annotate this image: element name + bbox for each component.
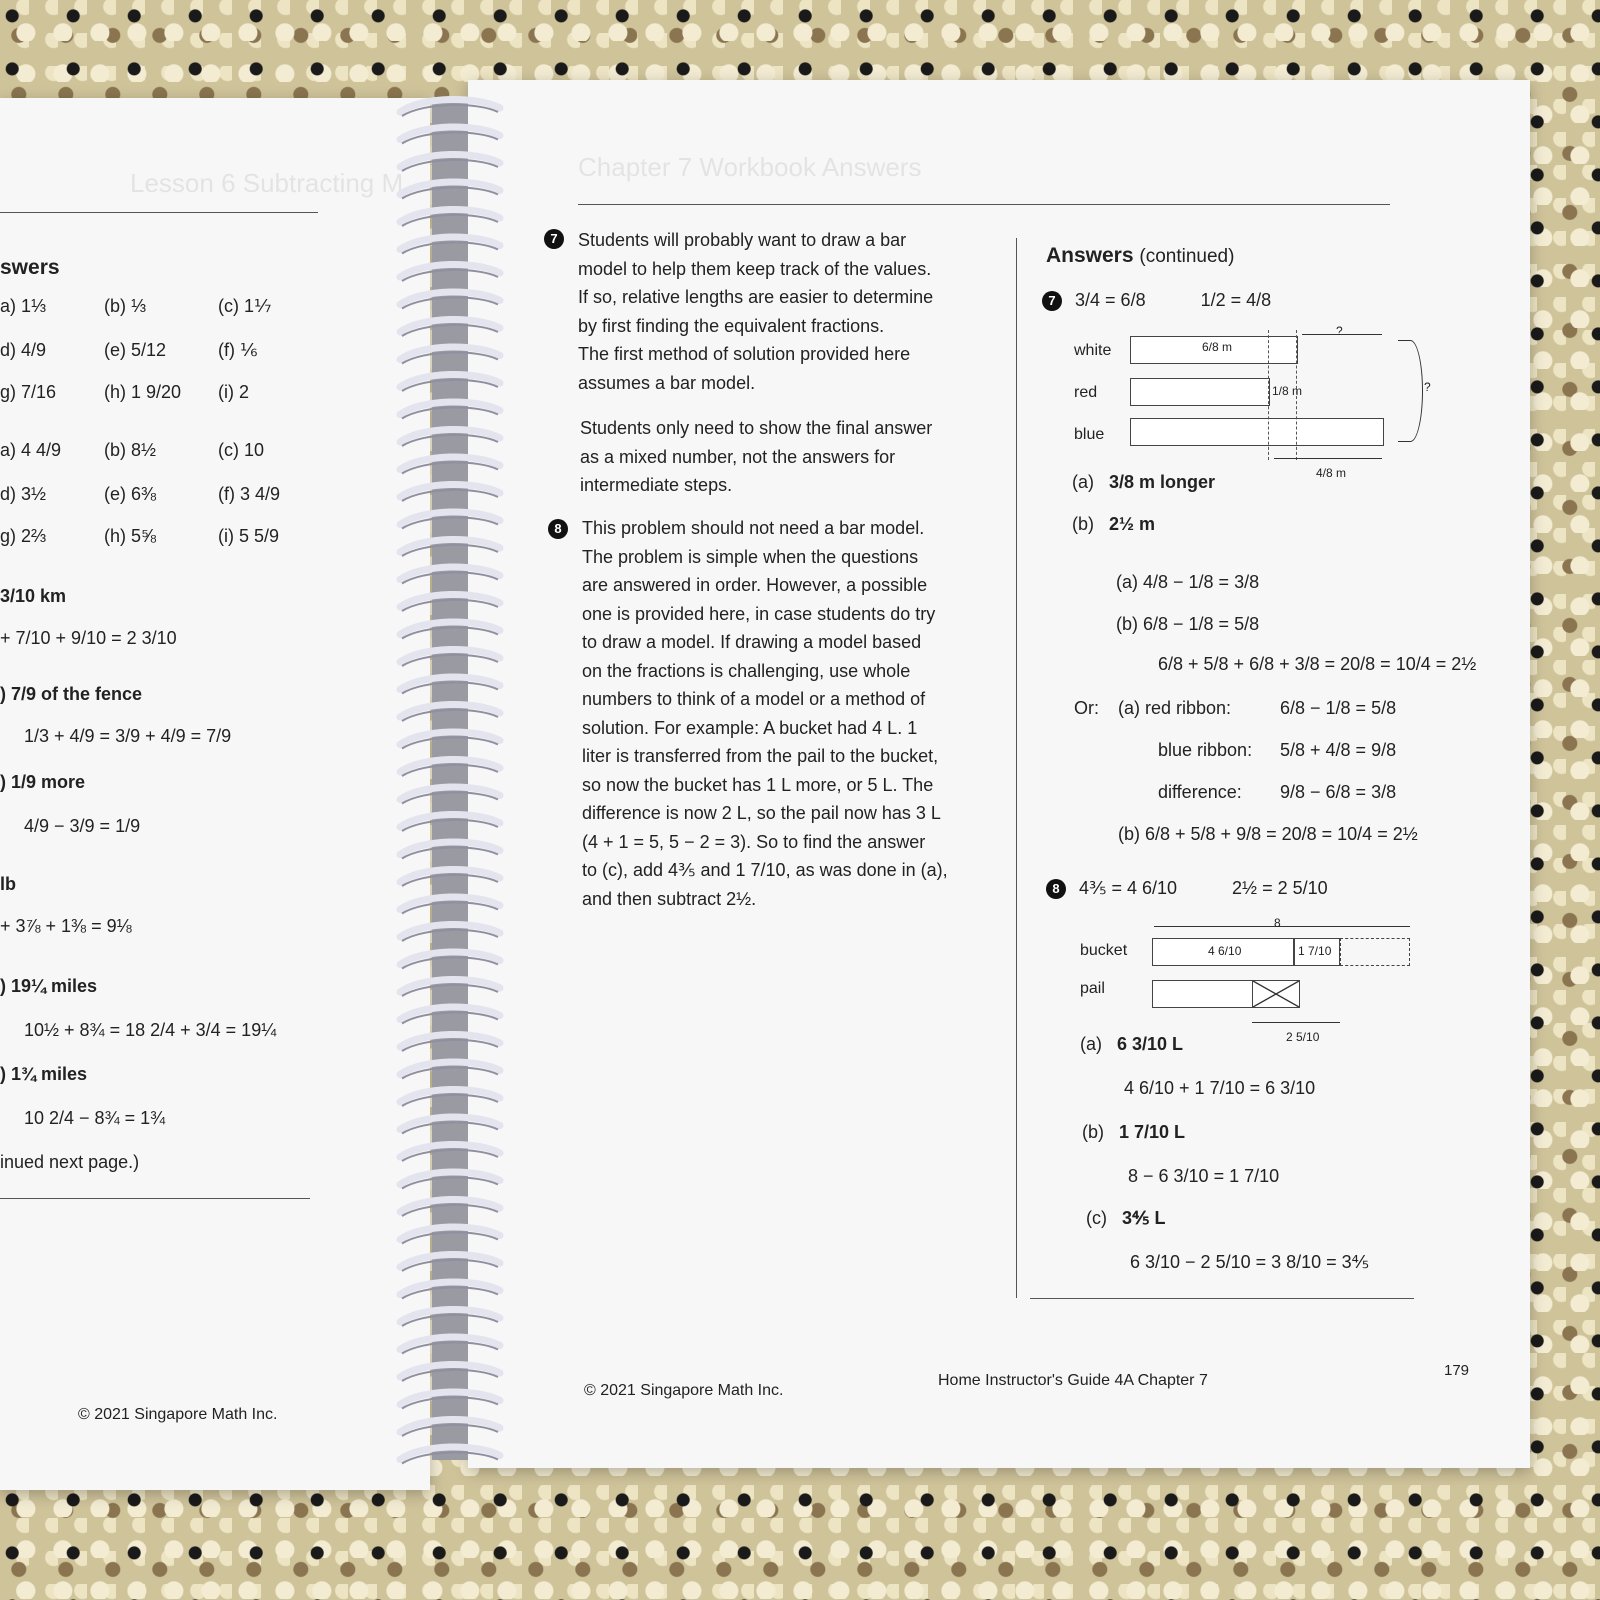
text-line: Students will probably want to draw a bar: [578, 230, 907, 250]
answer-cell: (i) 2: [218, 382, 249, 402]
answer-cell: (c) 10: [218, 440, 265, 460]
answer-cell: g) 2⅔: [0, 526, 47, 546]
text-line: liter is transferred from the pail to the bucket,: [582, 746, 939, 766]
extra-arrow: [1274, 458, 1382, 459]
text-line: by first finding the equivalent fractions.: [578, 315, 885, 336]
total-length-arrow: [1154, 926, 1410, 927]
answer-7-equations: [1042, 290, 1271, 311]
answer-cell: (b) ⅓: [104, 296, 147, 316]
answer-line: ) 1/9 more: [0, 772, 86, 792]
answer-8a: [1080, 1034, 1183, 1055]
item-label: (a): [1072, 472, 1094, 492]
text-line: so now the bucket has 1 L more, or 5 L. The: [582, 774, 934, 795]
pail-gap-label: 2 5/10: [1286, 1030, 1320, 1044]
text-line: numbers to think of a model or a method of: [582, 689, 926, 709]
item-label: (b): [1072, 514, 1094, 534]
answer-cell: (e) 5/12: [104, 340, 167, 360]
text-line: one is provided here, in case students do try: [582, 603, 936, 624]
text-line: Students only need to show the final answer: [580, 418, 933, 438]
text-line: to (c), add 4⅗ and 1 7/10, as was done in (a),: [582, 860, 948, 880]
answer-cell: d) 4/9: [0, 340, 47, 360]
bucket-bar-remaining: [1340, 938, 1410, 966]
answers-box-bottom-rule: [1030, 1298, 1414, 1299]
answer-8b: [1082, 1122, 1185, 1143]
answers-heading-suffix: (continued): [1139, 246, 1235, 267]
text-line: (4 + 1 = 5, 5 − 2 = 3). So to find the answer: [582, 831, 926, 852]
answer-cell: g) 7/16: [0, 382, 57, 402]
dashed-guide: [1296, 330, 1297, 460]
bar-label-white: white: [1074, 342, 1112, 359]
text-line: This problem should not need a bar model.: [582, 518, 925, 538]
work-line: (b) 6/8 − 1/8 = 5/8: [1116, 614, 1260, 634]
item-answer: 1 7/10 L: [1119, 1122, 1186, 1142]
pail-transfer-box: [1252, 980, 1300, 1008]
text-line: on the fractions is challenging, use whole: [582, 660, 911, 681]
note-7-marker: [544, 228, 572, 249]
white-bar-label: 6/8 m: [1202, 340, 1233, 354]
text-line: difference is now 2 L, so the pail now has 3 L: [582, 803, 941, 823]
red-bar: [1130, 378, 1270, 406]
note-7-para-1: [578, 226, 933, 397]
answer-cell: (e) 6⅜: [104, 484, 157, 504]
text-line: intermediate steps.: [580, 475, 733, 495]
bucket-seg2-label: 1 7/10: [1298, 944, 1332, 958]
text-line: solution. For example: A bucket had 4 L. 1: [582, 717, 918, 738]
note-8-para: [582, 514, 948, 913]
total-length: 8: [1274, 916, 1281, 930]
copyright: © 2021 Singapore Math Inc.: [78, 1406, 278, 1423]
work-line: 6/8 + 5/8 + 6/8 + 3/8 = 20/8 = 10/4 = 2½: [1158, 654, 1477, 674]
answer-line: 3/10 km: [0, 586, 67, 606]
ghost-header: Chapter 7 Workbook Answers: [578, 152, 922, 182]
text-line: assumes a bar model.: [578, 372, 756, 393]
equation: 3/4 = 6/8: [1075, 290, 1146, 310]
answer-number: 8: [1046, 879, 1066, 899]
answer-cell: (b) 8½: [104, 440, 157, 460]
or-label: Or:: [1074, 698, 1099, 718]
note-number: 8: [548, 519, 568, 539]
or-line-eq: 9/8 − 6/8 = 3/8: [1280, 782, 1397, 802]
work-line: 8 − 6 3/10 = 1 7/10: [1128, 1166, 1280, 1186]
ghost-title: Lesson 6 Subtracting M: [130, 168, 404, 198]
answer-7a: [1072, 472, 1215, 493]
answer-line: ) 1¾ miles: [0, 1064, 88, 1084]
note-number: 7: [544, 229, 564, 249]
answers-heading: swers: [0, 256, 60, 279]
item-answer: 2½ m: [1109, 514, 1156, 534]
page-number: 179: [1444, 1362, 1470, 1379]
answer-line: ) 7/9 of the fence: [0, 684, 143, 704]
footer-title: Home Instructor's Guide 4A Chapter 7: [938, 1372, 1208, 1389]
equation: 1/2 = 4/8: [1200, 290, 1272, 310]
work-line: 4 6/10 + 1 7/10 = 6 3/10: [1124, 1078, 1316, 1098]
spiral-coils: [392, 90, 510, 1480]
text-line: as a mixed number, not the answers for: [580, 446, 896, 467]
brace-question: ?: [1424, 380, 1431, 394]
or-line-eq: 6/8 − 1/8 = 5/8: [1280, 698, 1397, 718]
answer-8c: [1086, 1208, 1165, 1229]
note-8-marker: [548, 518, 576, 539]
bar-label-red: red: [1074, 384, 1098, 401]
answers-title: [1046, 244, 1234, 268]
footer-rule: [0, 1198, 310, 1199]
answer-cell: (f) ⅙: [218, 340, 258, 360]
answer-cell: a) 1⅓: [0, 296, 47, 316]
header-rule: [0, 212, 318, 213]
answer-cell: (h) 1 9/20: [104, 382, 182, 402]
answer-cell: (f) 3 4/9: [218, 484, 281, 504]
answer-line: 10½ + 8¾ = 18 2/4 + 3/4 = 19¼: [24, 1020, 277, 1040]
or-line-label: blue ribbon:: [1158, 740, 1253, 760]
answer-cell: d) 3½: [0, 484, 47, 504]
note-7-para-2: [580, 414, 932, 500]
work-line: (a) 4/8 − 1/8 = 3/8: [1116, 572, 1260, 592]
header-rule: [578, 204, 1390, 205]
answer-line: + 7/10 + 9/10 = 2 3/10: [0, 628, 177, 648]
blue-bar: [1130, 418, 1384, 446]
question-mark: ?: [1336, 324, 1343, 338]
answer-cell: (h) 5⅝: [104, 526, 157, 546]
or-b-line: (b) 6/8 + 5/8 + 9/8 = 20/8 = 10/4 = 2½: [1118, 824, 1418, 844]
answers-box-left-rule: [1016, 238, 1017, 1298]
bar-label-blue: blue: [1074, 426, 1105, 443]
answer-line: 4/9 − 3/9 = 1/9: [24, 816, 141, 836]
answer-7b: [1072, 514, 1155, 535]
red-gap-label: 1/8 m: [1272, 384, 1303, 398]
text-line: are answered in order. However, a possible: [582, 575, 928, 595]
continued-note: inued next page.): [0, 1152, 140, 1172]
dashed-guide: [1268, 330, 1269, 460]
text-line: and then subtract 2½.: [582, 888, 757, 909]
or-line-label: (a) red ribbon:: [1118, 698, 1232, 718]
item-answer: 3⅘ L: [1122, 1208, 1166, 1228]
answer-line: + 3⅞ + 1⅜ = 9⅛: [0, 916, 132, 936]
text-line: model to help them keep track of the values.: [578, 258, 932, 279]
text-line: If so, relative lengths are easier to determine: [578, 287, 934, 307]
work-line: 6 3/10 − 2 5/10 = 3 8/10 = 3⅘: [1130, 1252, 1370, 1272]
answer-line: lb: [0, 874, 16, 894]
text-line: The problem is simple when the questions: [582, 546, 919, 567]
item-label: (b): [1082, 1122, 1104, 1142]
item-answer: 3/8 m longer: [1109, 472, 1216, 492]
answers-heading: Answers: [1046, 244, 1134, 267]
bar-label-bucket: bucket: [1080, 942, 1128, 959]
blue-extra-label: 4/8 m: [1316, 466, 1347, 480]
or-line-label: difference:: [1158, 782, 1242, 802]
bar-label-pail: pail: [1080, 980, 1105, 997]
or-line-eq: 5/8 + 4/8 = 9/8: [1280, 740, 1397, 760]
answer-cell: a) 4 4/9: [0, 440, 62, 460]
right-page: [468, 80, 1530, 1468]
equation: 4⅗ = 4 6/10: [1079, 878, 1178, 898]
copyright: © 2021 Singapore Math Inc.: [584, 1382, 784, 1399]
answer-cell: (i) 5 5/9: [218, 526, 280, 546]
answer-line: 1/3 + 4/9 = 3/9 + 4/9 = 7/9: [24, 726, 232, 746]
answer-number: 7: [1042, 291, 1062, 311]
left-page: [0, 98, 430, 1490]
spiral-binding: [392, 90, 510, 1480]
text-line: to draw a model. If drawing a model based: [582, 632, 922, 652]
answer-cell: (c) 1⅐: [218, 296, 272, 316]
answer-8-equations: [1046, 878, 1328, 899]
text-line: The first method of solution provided here: [578, 344, 911, 364]
item-label: (a): [1080, 1034, 1102, 1054]
item-answer: 6 3/10 L: [1117, 1034, 1184, 1054]
bucket-seg1-label: 4 6/10: [1208, 944, 1242, 958]
brace: [1398, 340, 1423, 442]
answer-line: ) 19¼ miles: [0, 976, 98, 996]
answer-line: 10 2/4 − 8¾ = 1¾: [24, 1108, 166, 1128]
item-label: (c): [1086, 1208, 1107, 1228]
equation: 2½ = 2 5/10: [1232, 878, 1328, 898]
pail-gap-arrow: [1252, 1022, 1340, 1023]
